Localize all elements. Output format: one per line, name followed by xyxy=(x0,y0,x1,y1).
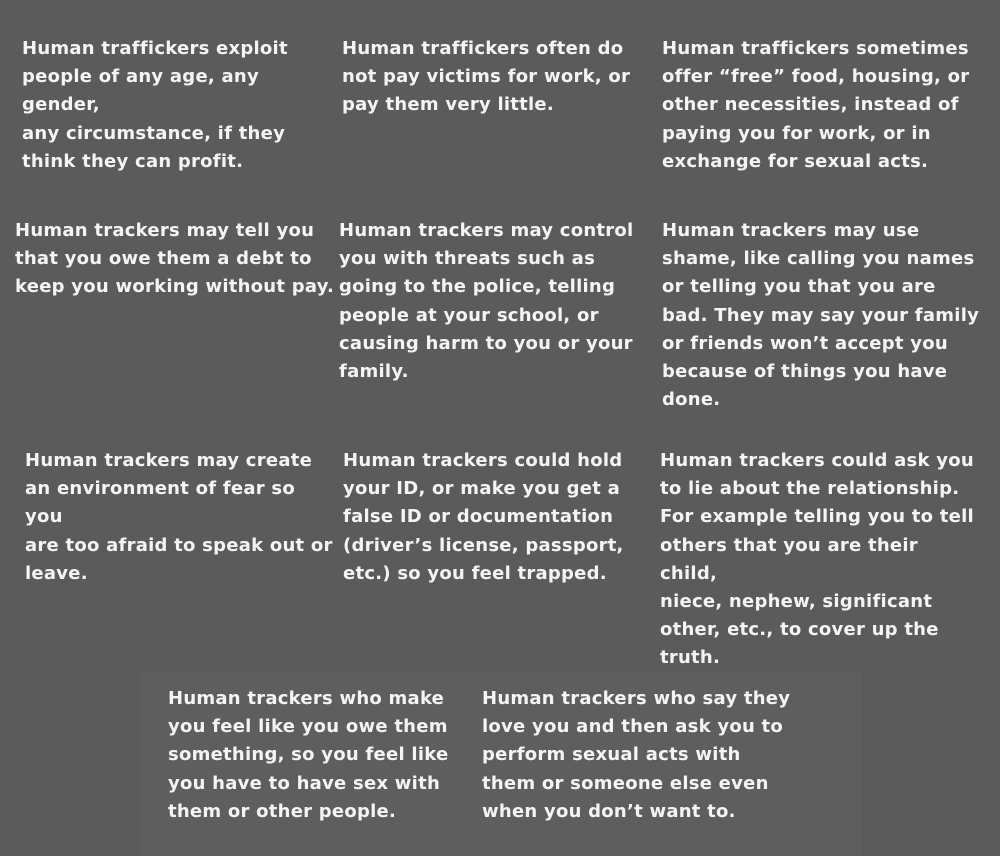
card-lie-about-relationship: Human trackers could ask you to lie about the relationship. For example telling you to tell others that you are their child, niece, nephew, significant other, etc., to cover up the truth. xyxy=(660,450,974,669)
card-love-coercion: Human trackers who say they love you and then ask you to perform sexual acts with them or someone else even when you don’t want to. xyxy=(482,688,791,822)
card-id-documents: Human trackers could hold your ID, or make you get a false ID or documentation (driver’s license, passport, etc.) so you feel trapped. xyxy=(343,450,624,584)
card-fear: Human trackers may create an environment of fear so you are too afraid to speak out or leave. xyxy=(25,450,333,584)
card-debt-bondage: Human trackers may tell you that you owe them a debt to keep you working without pay. xyxy=(15,220,335,298)
card-owe-them: Human trackers who make you feel like you owe them something, so you feel like you have to have sex with them or other people. xyxy=(168,688,449,822)
card-unpaid-work: Human traffickers often do not pay victims for work, or pay them very little. xyxy=(342,38,631,116)
card-shame: Human trackers may use shame, like calling you names or telling you that you are bad. They may say your family or friends won’t accept you because of things you have done. xyxy=(662,220,980,411)
card-free-necessities: Human traffickers sometimes offer “free” food, housing, or other necessities, instead of paying you for work, or in exchange for sexual acts. xyxy=(662,38,970,172)
card-threats: Human trackers may control you with threats such as going to the police, telling people at your school, or causing harm to you or your family. xyxy=(339,220,634,383)
card-exploit-anyone: Human traffickers exploit people of any age, any gender, any circumstance, if they think they can profit. xyxy=(22,38,288,172)
